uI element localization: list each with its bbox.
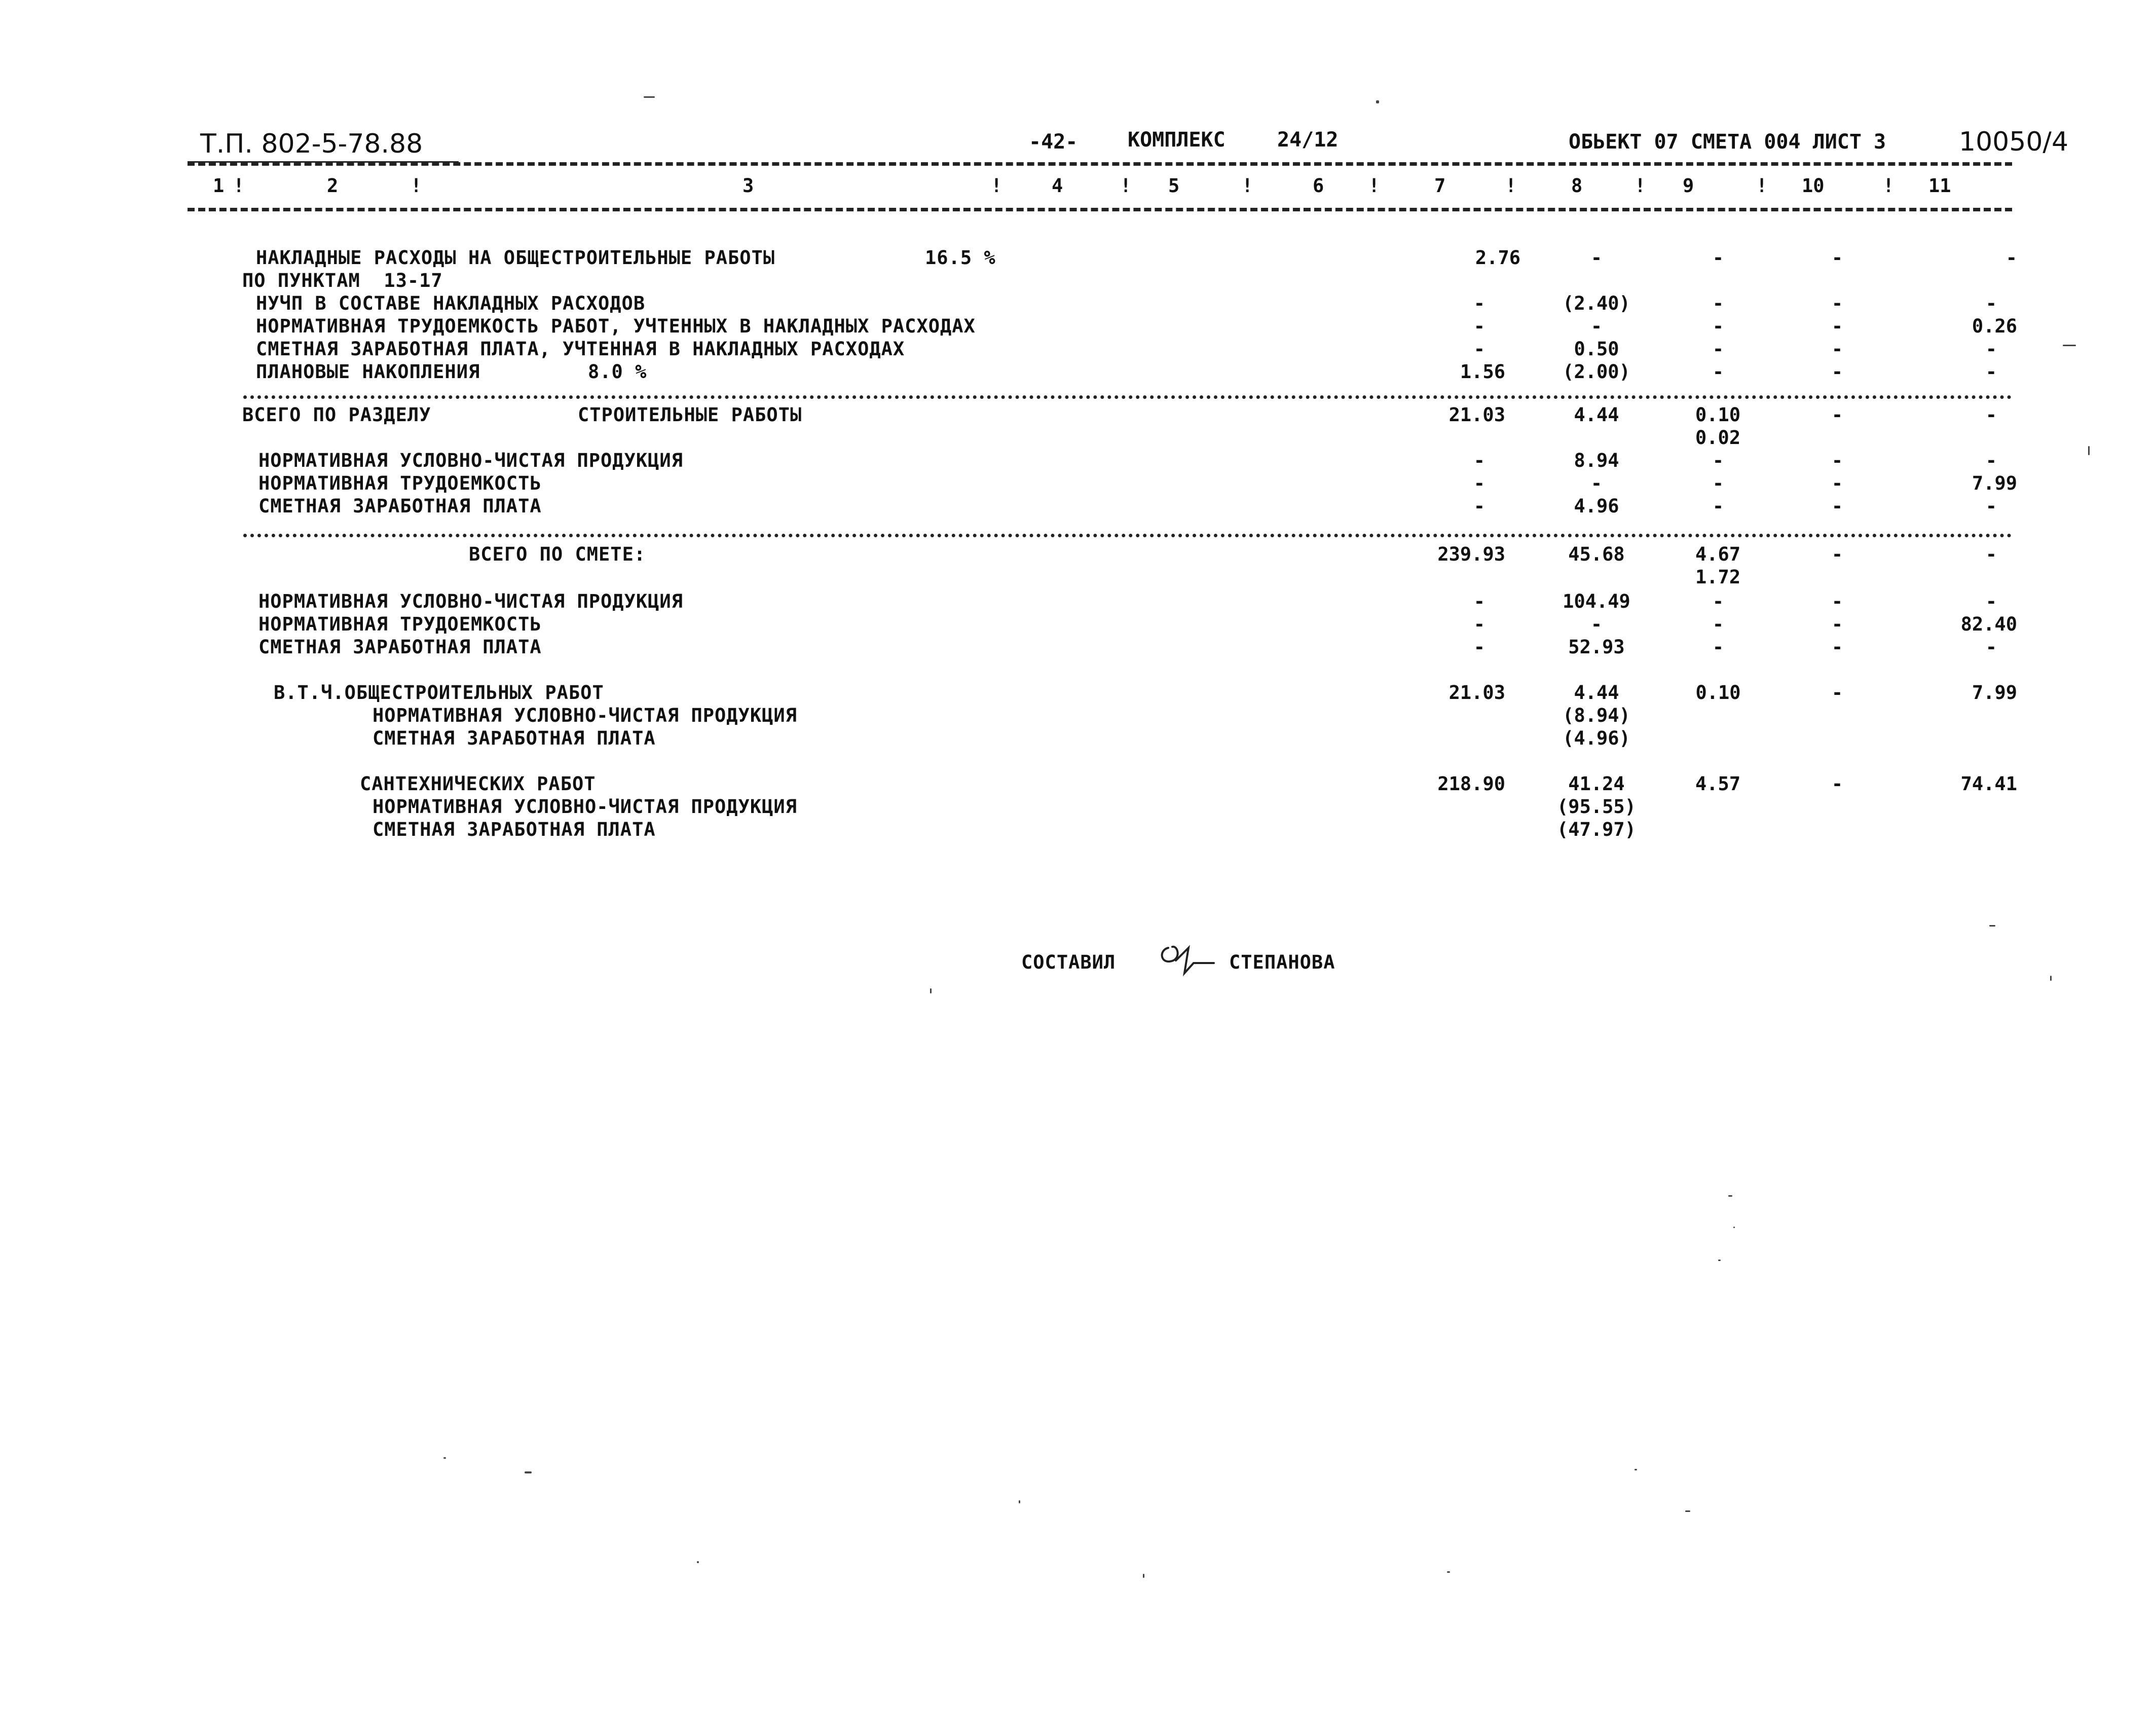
cell-col7: - xyxy=(1473,472,1485,494)
section-name: СТРОИТЕЛЬНЫЕ РАБОТЫ xyxy=(578,404,802,426)
scan-speck xyxy=(525,1471,532,1473)
column-separator: ! xyxy=(1883,175,1894,197)
cell-col7: - xyxy=(1473,315,1485,337)
column-number: 8 xyxy=(1571,175,1583,197)
scan-speck xyxy=(1143,1574,1144,1578)
signature-mark xyxy=(1153,938,1219,978)
cell-col9: - xyxy=(1712,247,1724,269)
cell-col9: 0.02 xyxy=(1695,427,1741,449)
cell-col9: - xyxy=(1712,292,1724,314)
cell-col7: - xyxy=(1473,450,1485,471)
cell-col11: 7.99 xyxy=(1972,682,2017,704)
row-label: НОРМАТИВНАЯ ТРУДОЕМКОСТЬ xyxy=(258,472,542,494)
cell-col10: - xyxy=(1831,450,1843,471)
cell-col10: - xyxy=(1831,247,1843,269)
cell-col10: - xyxy=(1831,315,1843,337)
scan-speck xyxy=(2063,345,2076,346)
column-separator: ! xyxy=(1120,175,1132,197)
cell-col11: - xyxy=(1985,292,1997,314)
scan-speck xyxy=(1989,925,1995,927)
row-label: НУЧП В СОСТАВЕ НАКЛАДНЫХ РАСХОДОВ xyxy=(256,292,646,314)
scan-speck xyxy=(930,988,932,993)
scan-speck xyxy=(1733,1227,1735,1228)
cell-col7: - xyxy=(1473,338,1485,360)
row-label: НОРМАТИВНАЯ ТРУДОЕМКОСТЬ РАБОТ, УЧТЕННЫХ В НАКЛАДНЫХ РАСХОДАХ xyxy=(256,315,976,337)
scan-speck xyxy=(1634,1469,1637,1470)
cell-col8: 4.44 xyxy=(1574,682,1619,704)
column-separator: ! xyxy=(1634,175,1646,197)
column-number: 10 xyxy=(1802,175,1825,197)
cell-col10: - xyxy=(1831,636,1843,658)
column-separator: ! xyxy=(1368,175,1380,197)
cell-col10: - xyxy=(1831,495,1843,517)
cell-col9: 0.10 xyxy=(1695,682,1741,704)
column-number: 7 xyxy=(1434,175,1446,197)
cell-col9: - xyxy=(1712,338,1724,360)
cell-col11: - xyxy=(1985,450,1997,471)
row-label: СМЕТНАЯ ЗАРАБОТНАЯ ПЛАТА, УЧТЕННАЯ В НАКЛАДНЫХ РАСХОДАХ xyxy=(256,338,905,360)
cell-col9: - xyxy=(1712,450,1724,471)
cell-col11: - xyxy=(1985,590,1997,612)
cell-col9: 1.72 xyxy=(1695,566,1741,588)
cell-col9: - xyxy=(1712,590,1724,612)
sheet-code: 10050/4 xyxy=(1959,127,2069,157)
cell-col8: - xyxy=(1590,247,1603,269)
cell-col10: - xyxy=(1831,361,1843,383)
row-label: СМЕТНАЯ ЗАРАБОТНАЯ ПЛАТА xyxy=(373,727,656,749)
cell-col7: 1.56 xyxy=(1460,361,1505,383)
row-label: НОРМАТИВНАЯ УСЛОВНО-ЧИСТАЯ ПРОДУКЦИЯ xyxy=(258,590,683,612)
cell-col10: - xyxy=(1831,404,1843,426)
row-label: В.Т.Ч.ОБЩЕСТРОИТЕЛЬНЫХ РАБОТ xyxy=(274,682,604,704)
cell-col10: - xyxy=(1831,682,1843,704)
row-rate: 8.0 % xyxy=(588,361,647,383)
cell-col8: 52.93 xyxy=(1568,636,1625,658)
header-rule-bottom xyxy=(188,208,2012,211)
complex-label: КОМПЛЕКС xyxy=(1128,128,1225,152)
cell-col11: 74.41 xyxy=(1960,773,2017,795)
cell-col11: - xyxy=(2005,247,2017,269)
cell-col11: 7.99 xyxy=(1972,472,2017,494)
row-label: НОРМАТИВНАЯ ТРУДОЕМКОСТЬ xyxy=(258,613,542,635)
cell-col9: - xyxy=(1712,315,1724,337)
scan-speck xyxy=(2088,446,2090,455)
column-number: 3 xyxy=(742,175,754,197)
column-number: 2 xyxy=(327,175,339,197)
scan-speck xyxy=(443,1457,446,1459)
column-separator: ! xyxy=(1242,175,1253,197)
row-label: НАКЛАДНЫЕ РАСХОДЫ НА ОБЩЕСТРОИТЕЛЬНЫЕ РАБОТЫ xyxy=(256,247,775,269)
cell-col8: (4.96) xyxy=(1563,727,1630,749)
cell-col11: - xyxy=(1985,404,1997,426)
row-label: САНТЕХНИЧЕСКИХ РАБОТ xyxy=(360,773,596,795)
complex-code: 24/12 xyxy=(1277,128,1339,152)
cell-col11: - xyxy=(1985,636,1997,658)
cell-col8: 4.96 xyxy=(1574,495,1619,517)
row-label: СМЕТНАЯ ЗАРАБОТНАЯ ПЛАТА xyxy=(258,636,542,658)
cell-col7: 218.90 xyxy=(1437,773,1505,795)
cell-col7: - xyxy=(1473,292,1485,314)
cell-col11: - xyxy=(1985,543,1997,565)
cell-col11: - xyxy=(1985,338,1997,360)
row-label: СМЕТНАЯ ЗАРАБОТНАЯ ПЛАТА xyxy=(373,819,656,840)
cell-col8: 8.94 xyxy=(1574,450,1619,471)
row-label: НОРМАТИВНАЯ УСЛОВНО-ЧИСТАЯ ПРОДУКЦИЯ xyxy=(373,705,797,726)
cell-col9: 4.57 xyxy=(1695,773,1741,795)
cell-col8: (2.40) xyxy=(1563,292,1630,314)
column-number: 4 xyxy=(1052,175,1063,197)
cell-col8: (47.97) xyxy=(1557,819,1636,840)
cell-col11: - xyxy=(1985,361,1997,383)
cell-col8: (95.55) xyxy=(1557,796,1636,818)
cell-col8: 104.49 xyxy=(1563,590,1630,612)
cell-col10: - xyxy=(1831,543,1843,565)
cell-col9: - xyxy=(1712,613,1724,635)
row-label: ПО ПУНКТАМ 13-17 xyxy=(242,270,443,291)
column-number: 5 xyxy=(1168,175,1180,197)
cell-col8: 41.24 xyxy=(1568,773,1625,795)
cell-col7: - xyxy=(1473,636,1485,658)
cell-col8: 45.68 xyxy=(1568,543,1625,565)
cell-col8: - xyxy=(1590,613,1603,635)
cell-col7: 239.93 xyxy=(1437,543,1505,565)
cell-col8: - xyxy=(1590,472,1603,494)
cell-col7: - xyxy=(1473,590,1485,612)
cell-col7: 21.03 xyxy=(1448,404,1505,426)
cell-col8: 0.50 xyxy=(1574,338,1619,360)
object-info: ОБЬЕКТ 07 СМЕТА 004 ЛИСТ 3 xyxy=(1569,130,1886,154)
cell-col10: - xyxy=(1831,773,1843,795)
cell-col10: - xyxy=(1831,590,1843,612)
column-number: 9 xyxy=(1683,175,1694,197)
cell-col7: 2.76 xyxy=(1475,247,1520,269)
row-label: СМЕТНАЯ ЗАРАБОТНАЯ ПЛАТА xyxy=(258,495,542,517)
column-number: 1 xyxy=(213,175,225,197)
cell-col10: - xyxy=(1831,292,1843,314)
section-divider xyxy=(243,534,2012,537)
cell-col9: 4.67 xyxy=(1695,543,1741,565)
compiled-by-label: СОСТАВИЛ xyxy=(1021,951,1116,973)
cell-col9: - xyxy=(1712,495,1724,517)
cell-col9: - xyxy=(1712,636,1724,658)
cell-col7: - xyxy=(1473,495,1485,517)
doc-reference: Т.П. 802-5-78.88 xyxy=(200,129,423,159)
column-separator: ! xyxy=(991,175,1002,197)
cell-col9: - xyxy=(1712,361,1724,383)
cell-col8: 4.44 xyxy=(1574,404,1619,426)
cell-col11: - xyxy=(1985,495,1997,517)
header-rule-top xyxy=(188,162,2012,166)
scan-speck xyxy=(1728,1195,1732,1197)
estimate-total-label: ВСЕГО ПО СМЕТЕ: xyxy=(469,543,646,565)
cell-col8: (8.94) xyxy=(1563,705,1630,726)
scan-speck xyxy=(1447,1571,1450,1573)
scan-speck xyxy=(2050,976,2052,981)
column-number: 11 xyxy=(1928,175,1951,197)
section-divider xyxy=(243,395,2012,399)
cell-col10: - xyxy=(1831,338,1843,360)
cell-col9: 0.10 xyxy=(1695,404,1741,426)
scan-speck xyxy=(1685,1510,1690,1512)
scan-speck xyxy=(697,1561,699,1563)
cell-col7: 21.03 xyxy=(1448,682,1505,704)
column-separator: ! xyxy=(233,175,245,197)
cell-col8: - xyxy=(1590,315,1603,337)
column-separator: ! xyxy=(411,175,422,197)
compiler-name: СТЕПАНОВА xyxy=(1229,951,1335,973)
scan-speck xyxy=(1376,100,1379,103)
cell-col9: - xyxy=(1712,472,1724,494)
scan-speck xyxy=(1718,1260,1721,1261)
cell-col11: 0.26 xyxy=(1972,315,2017,337)
cell-col10: - xyxy=(1831,472,1843,494)
column-number: 6 xyxy=(1313,175,1324,197)
column-separator: ! xyxy=(1756,175,1768,197)
row-label: ПЛАНОВЫЕ НАКОПЛЕНИЯ xyxy=(256,361,480,383)
cell-col11: 82.40 xyxy=(1960,613,2017,635)
row-rate: 16.5 % xyxy=(925,247,996,269)
cell-col7: - xyxy=(1473,613,1485,635)
column-separator: ! xyxy=(1505,175,1517,197)
row-label: НОРМАТИВНАЯ УСЛОВНО-ЧИСТАЯ ПРОДУКЦИЯ xyxy=(258,450,683,471)
page-number: -42- xyxy=(1029,130,1078,154)
cell-col8: (2.00) xyxy=(1563,361,1630,383)
row-label: НОРМАТИВНАЯ УСЛОВНО-ЧИСТАЯ ПРОДУКЦИЯ xyxy=(373,796,797,818)
scan-speck xyxy=(1019,1500,1020,1503)
cell-col10: - xyxy=(1831,613,1843,635)
scan-speck xyxy=(644,96,655,98)
section-total-label: ВСЕГО ПО РАЗДЕЛУ xyxy=(242,404,431,426)
